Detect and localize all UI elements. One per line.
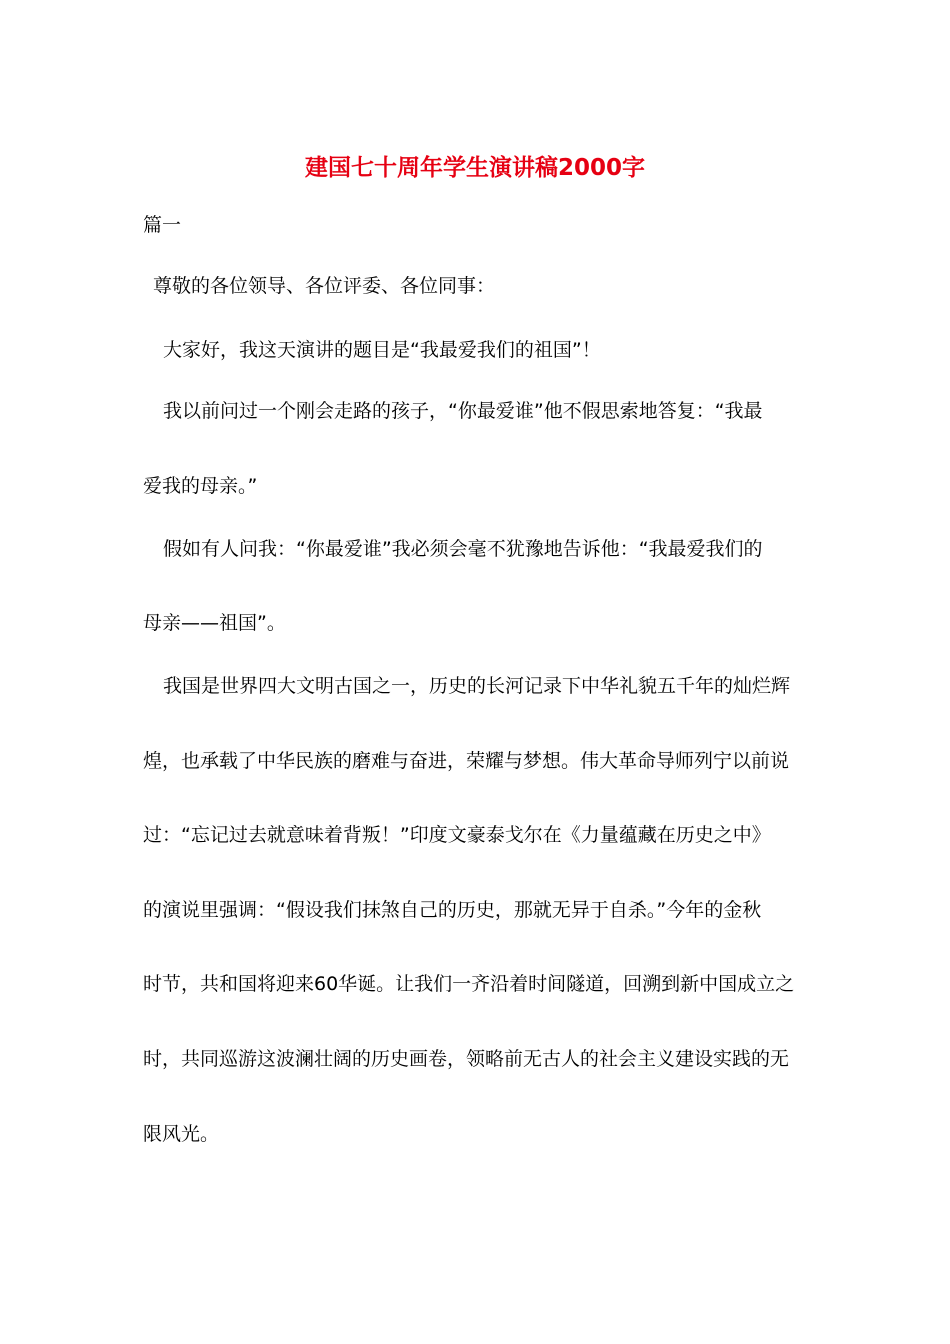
paragraph-line: 煌，也承载了中华民族的磨难与奋进，荣耀与梦想。伟大革命导师列宁以前说: [143, 750, 790, 772]
paragraph-line: 假如有人问我：“你最爱谁”我必须会毫不犹豫地告诉他：“我最爱我们的: [163, 538, 763, 560]
paragraph-line: 大家好，我这天演讲的题目是“我最爱我们的祖国”！: [163, 339, 601, 361]
paragraph-line: 过：“忘记过去就意味着背叛！”印度文豪泰戈尔在《力量蕴藏在历史之中》: [143, 824, 771, 846]
paragraph-line: 我国是世界四大文明古国之一，历史的长河记录下中华礼貌五千年的灿烂辉: [163, 675, 791, 697]
paragraph-line: 限风光。: [143, 1123, 220, 1145]
paragraph-line: 尊敬的各位领导、各位评委、各位同事：: [153, 275, 496, 297]
paragraph-line: 爱我的母亲。”: [143, 475, 258, 497]
document-title: 建国七十周年学生演讲稿2000字: [304, 155, 645, 181]
paragraph-line: 我以前问过一个刚会走路的孩子，“你最爱谁”他不假思索地答复：“我最: [163, 400, 763, 422]
paragraph-line: 时节，共和国将迎来60华诞。让我们一齐沿着时间隧道，回溯到新中国成立之: [143, 973, 795, 995]
paragraph-line: 母亲——祖国”。: [143, 612, 286, 634]
paragraph-line: 的演说里强调：“假设我们抹煞自己的历史，那就无异于自杀。”今年的金秋: [143, 899, 762, 921]
section-label: 篇一: [143, 214, 182, 236]
paragraph-line: 时，共同巡游这波澜壮阔的历史画卷，领略前无古人的社会主义建设实践的无: [143, 1048, 790, 1070]
